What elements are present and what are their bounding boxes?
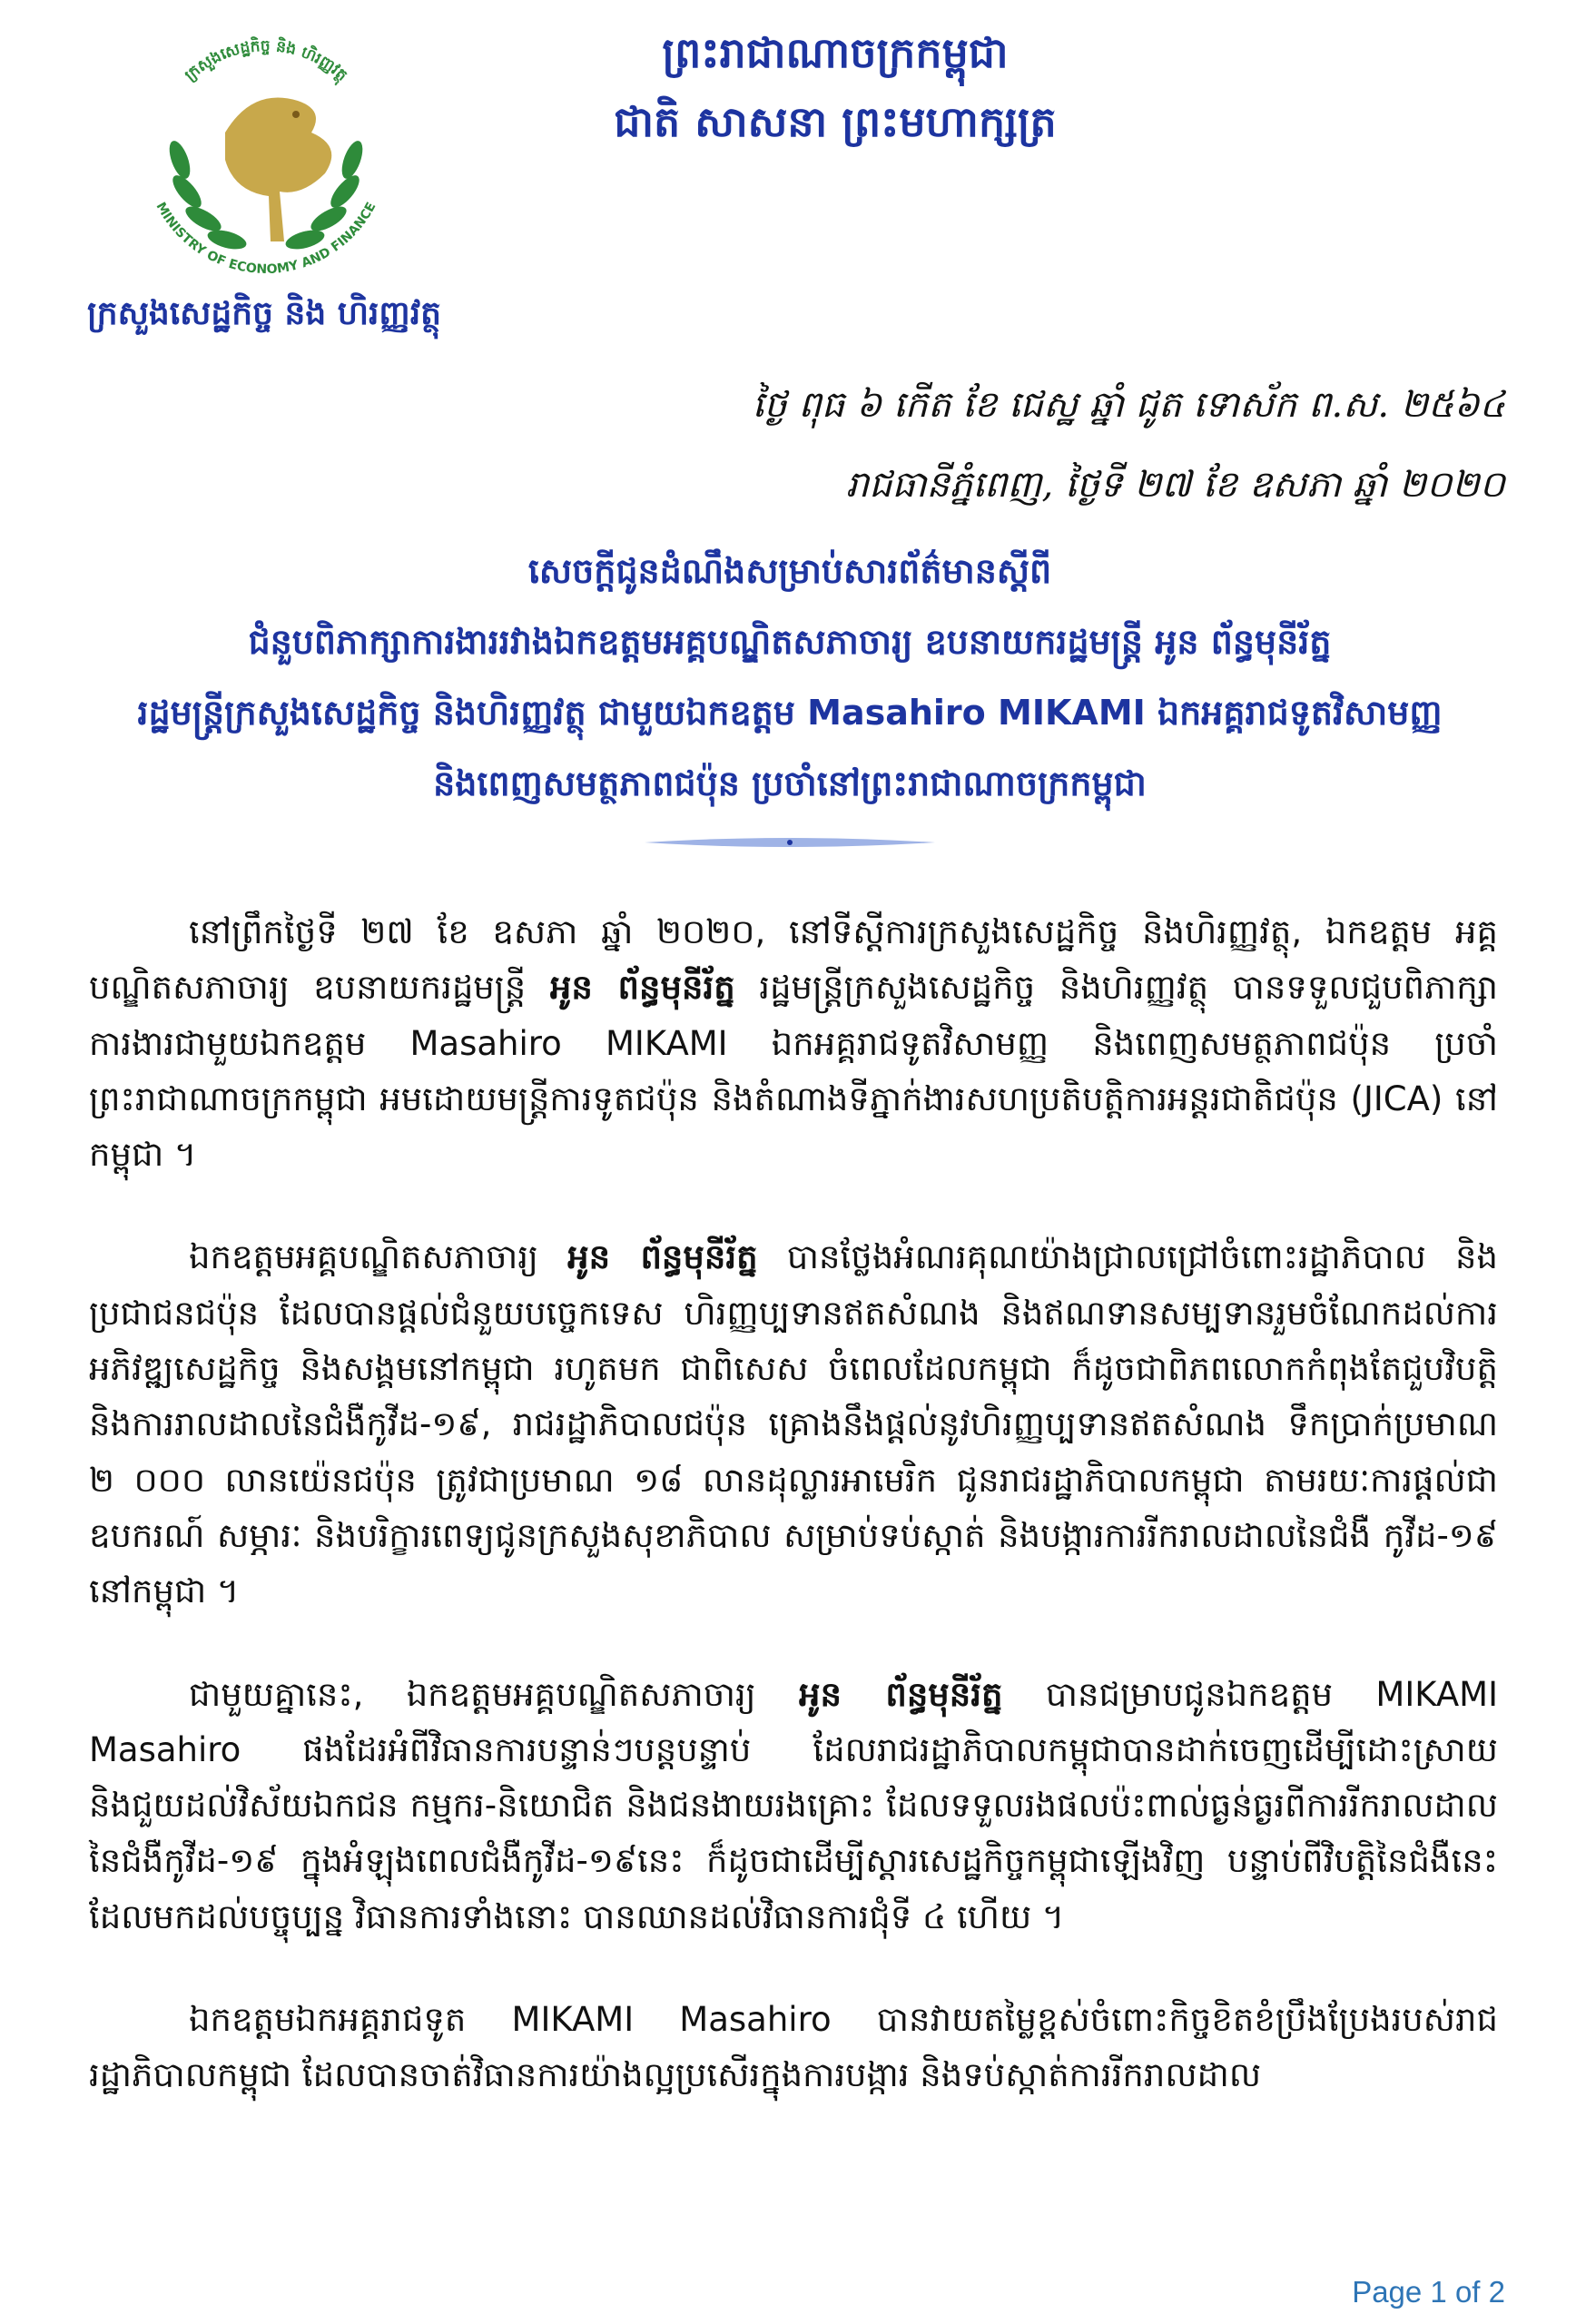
- ministry-logo: [116, 24, 416, 287]
- title-line-3: រដ្ឋមន្ត្រីក្រសួងសេដ្ឋកិច្ច និងហិរញ្ញវត្ថុ ជាមួយឯកឧត្តម Masahiro MIKAMI ឯកអគ្គរាជទូតវិសាមញ្ញ: [137, 693, 1443, 733]
- paragraph-4: ឯកឧត្តមឯកអគ្គរាជទូត MIKAMI Masahiro បានវាយតម្លៃខ្ពស់ចំពោះកិច្ចខិតខំប្រឹងប្រែងរបស់រាជរដ្ឋាភិបាលកម្ពុជា ដែលបានចាត់វិធានការយ៉ាងល្អប្រសើរក្នុងការបង្ការ និងទប់ស្កាត់ការរីករាលដាល: [89, 2000, 1498, 2095]
- title-line-2: ជំនួបពិភាក្សាការងាររវាងឯកឧត្តមអគ្គបណ្ឌិតសភាចារ្យ ឧបនាយករដ្ឋមន្ត្រី អូន ព័ន្ធមុនីរ័ត្ន: [248, 622, 1332, 662]
- date-block: [507, 365, 1505, 525]
- logo-english-text: MINISTRY OF ECONOMY AND FINANCE: [153, 200, 379, 278]
- lunar-date: ថ្ងៃ ពុធ ៦ កើត ខែ ជេស្ឋ ឆ្នាំ ជូត ទោស័ក ព.ស. ២៥៦៤: [752, 384, 1505, 426]
- kingdom-name: ព្រះរាជាណាចក្រកម្ពុជា: [662, 28, 1009, 77]
- minister-name: អូន ព័ន្ធមុនីរ័ត្ន: [798, 1674, 1003, 1714]
- page-number: Page 1 of 2: [1352, 2275, 1505, 2309]
- paragraph-2: ឯកឧត្តមអគ្គបណ្ឌិតសភាចារ្យ អូន ព័ន្ធមុនីរ័ត្ន បានថ្លែងអំណរគុណយ៉ាងជ្រាលជ្រៅចំពោះរដ្ឋាភិបាល និងប្រជាជនជប៉ុន ដែលបានផ្តល់ជំនួយបច្ចេកទេស ហិរញ្ញប្បទានឥតសំណង និងឥណទានសម្បទានរួមចំណែកដល់ការអភិវឌ្ឍសេដ្ឋកិច្ច និងសង្គមនៅកម្ពុជា រហូតមក ជាពិសេស ចំពេលដែលកម្ពុជា ក៏ដូចជាពិភពលោកកំពុងតែជួបវិបត្តិ និងការរាលដាលនៃជំងឺកូវីដ-១៩, រាជរដ្ឋាភិបាលជប៉ុន គ្រោងនឹងផ្តល់នូវហិរញ្ញប្បទានឥតសំណង ទឹកប្រាក់ប្រមាណ ២ ០០០ លានយ៉េនជប៉ុន ត្រូវជាប្រមាណ ១៨ លានដុល្លារអាមេរិក ជូនរាជរដ្ឋាភិបាលកម្ពុជា តាមរយៈការផ្តល់ជាឧបករណ៍ សម្ភារៈ និងបរិក្ខារពេទ្យជូនក្រសួងសុខាភិបាល សម្រាប់ទប់ស្កាត់ និងបង្ការការរីករាលដាលនៃជំងឺ កូវីដ-១៩ នៅកម្ពុជា ។: [89, 1237, 1498, 1611]
- article-body: [89, 904, 1498, 2151]
- kingdom-header: [508, 18, 1162, 156]
- solar-date: រាជធានីភ្នំពេញ, ថ្ងៃទី ២៧ ខែ ឧសភា ឆ្នាំ ២០២០: [845, 464, 1505, 506]
- title-line-4: និងពេញសមត្ថភាពជប៉ុន ប្រចាំនៅព្រះរាជាណាចក្រកម្ពុជា: [433, 763, 1147, 803]
- national-motto: ជាតិ សាសនា ព្រះមហាក្សត្រ: [614, 97, 1057, 146]
- svg-text:ក្រសួងសេដ្ឋកិច្ច និង ហិរញ្ញវត្: [182, 35, 351, 87]
- minister-name: អូន ព័ន្ធមុនីរ័ត្ន: [567, 1237, 758, 1277]
- title-line-1: សេចក្តីជូនដំណឹងសម្រាប់សារព័ត៌មានស្តីពី: [527, 551, 1052, 591]
- press-release-title: [100, 536, 1480, 819]
- paragraph-1: នៅព្រឹកថ្ងៃទី ២៧ ខែ ឧសភា ឆ្នាំ ២០២០, នៅទីស្តីការក្រសួងសេដ្ឋកិច្ច និងហិរញ្ញវត្ថុ, ឯកឧត្តម អគ្គបណ្ឌិតសភាចារ្យ ឧបនាយករដ្ឋមន្ត្រី អូន ព័ន្ធមុនីរ័ត្ន រដ្ឋមន្ត្រីក្រសួងសេដ្ឋកិច្ច និងហិរញ្ញវត្ថុ បានទទួលជួបពិភាក្សាការងារជាមួយឯកឧត្តម Masahiro MIKAMI ឯកអគ្គរាជទូតវិសាមញ្ញ និងពេញសមត្ថភាពជប៉ុន ប្រចាំព្រះរាជាណាចក្រកម្ពុជា អមដោយមន្ត្រីការទូតជប៉ុន និងតំណាងទីភ្នាក់ងារសហប្រតិបត្តិការអន្តរជាតិជប៉ុន (JICA) នៅកម្ពុជា ។: [89, 912, 1498, 1175]
- ornament-divider: [635, 832, 944, 853]
- paragraph-3: ជាមួយគ្នានេះ, ឯកឧត្តមអគ្គបណ្ឌិតសភាចារ្យ អូន ព័ន្ធមុនីរ័ត្ន បានជម្រាបជូនឯកឧត្តម MIKAMI Masahiro ផងដែរអំពីវិធានការបន្ទាន់ៗបន្តបន្ទាប់ ដែលរាជរដ្ឋាភិបាលកម្ពុជាបានដាក់ចេញដើម្បីដោះស្រាយ និងជួយដល់វិស័យឯកជន កម្មករ-និយោជិត និងជនងាយរងគ្រោះ ដែលទទួលរងផលប៉ះពាល់ធ្ងន់ធ្ងរពីការរីករាលដាលនៃជំងឺកូវីដ-១៩ ក្នុងអំឡុងពេលជំងឺកូវីដ-១៩នេះ ក៏ដូចជាដើម្បីស្តារសេដ្ឋកិច្ចកម្ពុជាឡើងវិញ បន្ទាប់ពីវិបត្តិនៃជំងឺនេះ ដែលមកដល់បច្ចុប្បន្ន វិធានការទាំងនោះ បានឈានដល់វិធានការជុំទី ៤ ហើយ ។: [89, 1674, 1498, 1936]
- ministry-name: ក្រសួងសេដ្ឋកិច្ច និង ហិរញ្ញវត្ថុ: [87, 294, 441, 332]
- minister-name: អូន ព័ន្ធមុនីរ័ត្ន: [549, 968, 735, 1008]
- logo-khmer-text: ក្រសួងសេដ្ឋកិច្ច និង ហិរញ្ញវត្ថុ: [181, 36, 351, 85]
